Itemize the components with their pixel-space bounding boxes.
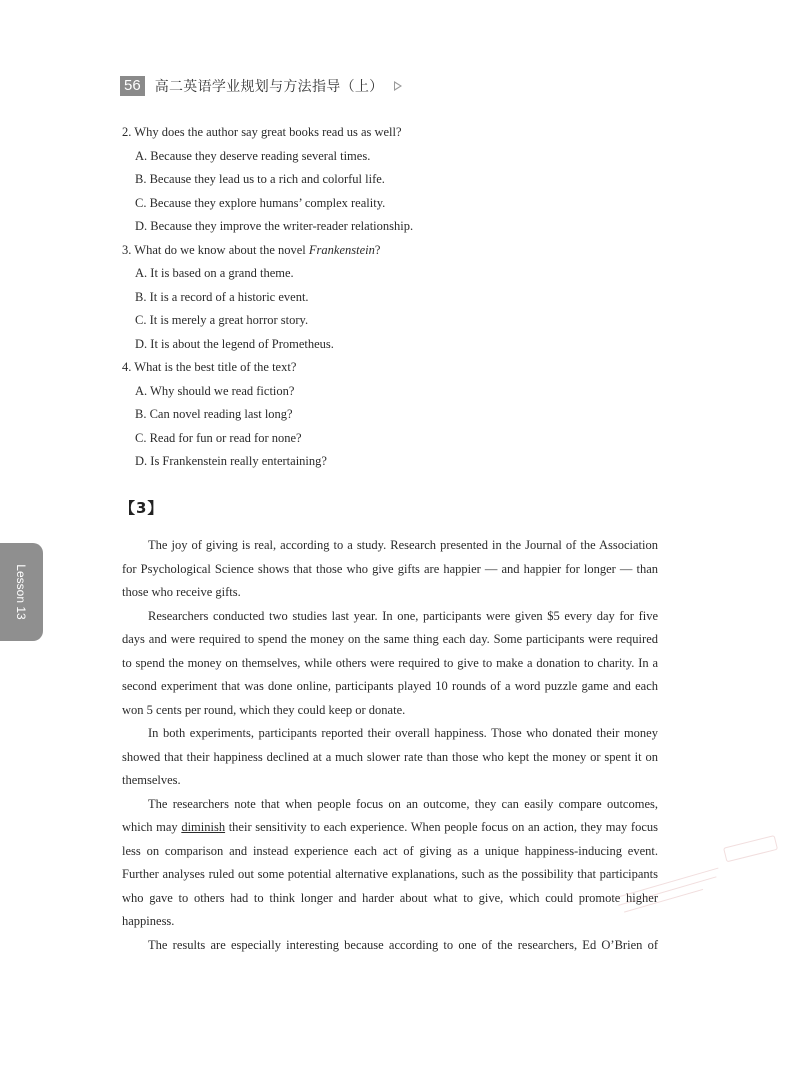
option-a: A. Because they deserve reading several times.	[135, 148, 371, 163]
reading-passage	[122, 534, 658, 957]
question-stem: 2. Why does the author say great books read us as well?	[122, 125, 402, 139]
option-b: B. Because they lead us to a rich and colorful life.	[135, 172, 385, 186]
question-stem-text: 3. What do we know about the novel	[122, 242, 309, 257]
option-a: A. It is based on a grand theme.	[135, 266, 294, 280]
option-d: D. Because they improve the writer-reader relationship.	[135, 219, 414, 233]
paragraph-2: Researchers conducted two studies last year. In one, participants were given $5 every day for five days and were required to spend the money on the same thing each day. Some participants were required to spend the money on themselves, while others were required to give to make a donation to charity. In a second experiment that was done online, participants played 10 rounds of a word puzzle game and each won 5 cents per round, which they could keep or donate.	[122, 608, 658, 717]
question-2	[122, 121, 682, 239]
lesson-label: Lesson 13	[14, 564, 28, 620]
paragraph-4-start: The researchers note that when people focus on an outcome, they can easily compare outcomes, which may	[122, 796, 658, 834]
question-mark: ?	[374, 242, 381, 257]
option-c: C. Because they explore humans’ complex reality.	[135, 195, 386, 210]
question-list	[122, 121, 682, 474]
lesson-side-tab	[0, 543, 43, 641]
book-title: 高二英语学业规划与方法指导（上）	[154, 79, 384, 95]
underlined-word: diminish	[181, 820, 226, 834]
paragraph-3: In both experiments, participants reported their overall happiness. Those who donated their money showed that their happiness declined at a much slower rate than those who kept the money or spent it on themselves.	[122, 726, 658, 787]
option-c: C. It is merely a great horror story.	[135, 313, 309, 327]
page-number: 56	[120, 76, 145, 96]
option-b: B. Can novel reading last long?	[135, 407, 293, 421]
question-4	[122, 356, 682, 474]
paragraph-4-end: their sensitivity to each experience. When people focus on an action, they may focus less on comparison and instead experience each act of giving as a unique happiness-inducing event. Further analyses ruled out some potential alternative explanations, such as the possibility that participants who gave to others had to think longer and harder about what to give, which could promote higher happiness.	[122, 820, 658, 928]
novel-title: Frankenstein	[308, 242, 375, 257]
paragraph-5: The results are especially interesting because according to one of the researchers, Ed O’Brien of	[148, 937, 658, 952]
page-header	[120, 76, 402, 96]
paragraph-1: The joy of giving is real, according to a study. Research presented in the Journal of the Association for Psychological Science shows that those who give gifts are happier — and happier for longer — than those who receive gifts.	[122, 538, 658, 599]
question-3	[122, 239, 682, 357]
triangle-outline-icon	[394, 81, 402, 91]
option-d: D. It is about the legend of Prometheus.	[135, 336, 334, 351]
option-d: D. Is Frankenstein really entertaining?	[135, 454, 327, 468]
question-stem: 4. What is the best title of the text?	[122, 360, 297, 374]
option-a: A. Why should we read fiction?	[135, 383, 295, 398]
question-stem	[122, 239, 682, 263]
section-heading: 【3】	[120, 499, 164, 517]
option-c: C. Read for fun or read for none?	[135, 430, 302, 445]
paragraph-4	[122, 793, 658, 934]
option-b: B. It is a record of a historic event.	[135, 289, 309, 304]
